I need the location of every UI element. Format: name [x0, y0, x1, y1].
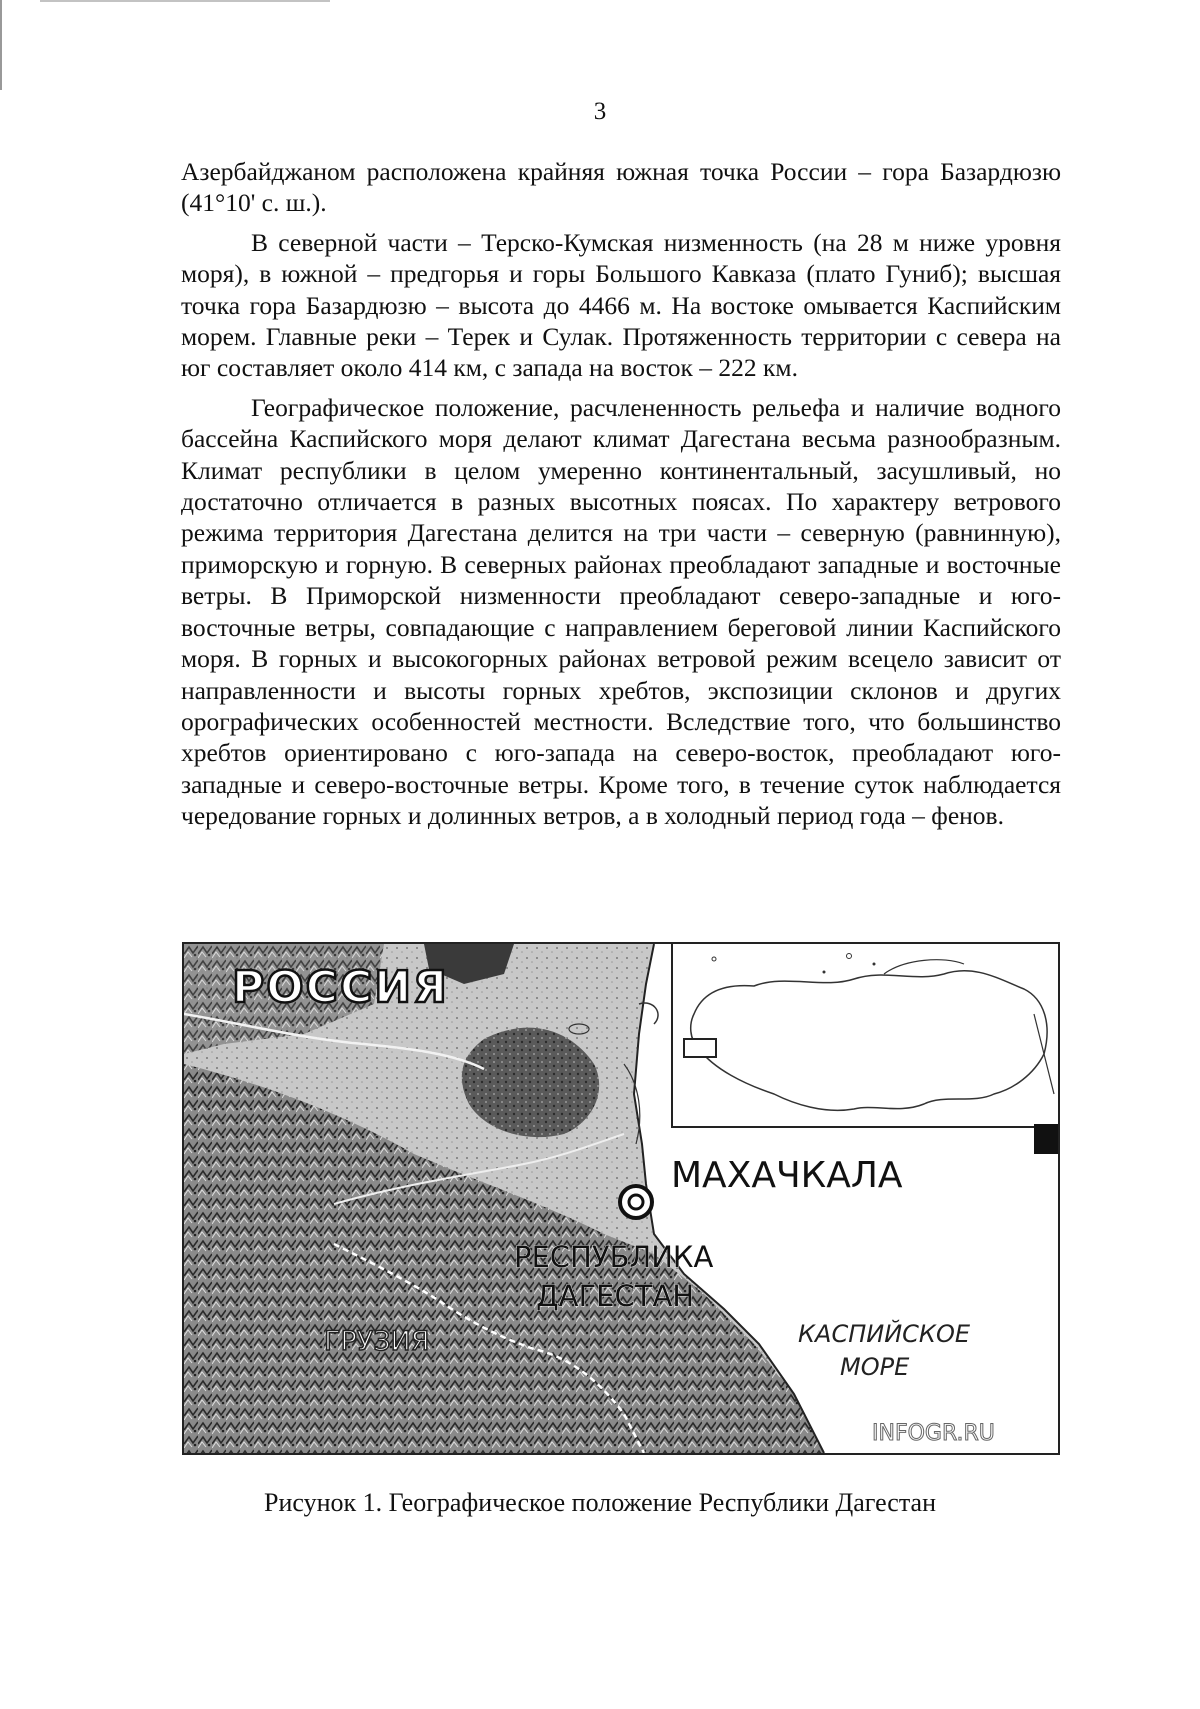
map-figure — [182, 942, 1060, 1455]
scan-edge-mark — [0, 0, 8, 90]
label-republic-line1: РЕСПУБЛИКА — [514, 1240, 714, 1274]
inset-map-frame — [672, 944, 1058, 1127]
inset-highlight — [684, 1039, 716, 1057]
label-georgia: ГРУЗИЯ — [324, 1326, 430, 1357]
paragraph-2: В северной части – Терско-Кумская низменность (на 28 м ниже уровня моря), в южной – предгорья и горы Большого Кавказа (плато Гуниб); высшая точка гора Базардюзю – высота до 4466 м. На востоке омывается Каспийским морем. Главные реки – Терек и Сулак. Протяженность территории с севера на юг составляет около 414 км, с запада на восток – 222 км. — [181, 227, 1061, 383]
page-number: 3 — [593, 98, 607, 125]
map-image — [184, 944, 1058, 1453]
paragraph-3: Географическое положение, расчлененность рельефа и наличие водного бассейна Каспийского моря делают климат Дагестана весьма разнообразным. Климат республики в целом умеренно континентальный, засушливый, но достаточно отличается в разных высотных поясах. По характеру ветрового режима территория Дагестана делится на три части – северную (равнинную), приморскую и горную. В северных районах преобладают западные и восточные ветры. В Приморской низменности преобладают северо-западные и юго-восточные ветры, совпадающие с направлением береговой линии Каспийского моря. В горных и высокогорных районах ветровой режим всецело зависит от направленности и высоты горных хребтов, экспозиции склонов и других орографических особенностей местности. Вследствие того, что большинство хребтов ориентировано с юго-запада на северо-восток, преобладают юго-западные и северо-восточные ветры. Кроме того, в течение суток наблюдается чередование горных и долинных ветров, а в холодный период года – фенов. — [181, 392, 1061, 831]
label-russia: РОССИЯ — [232, 962, 449, 1013]
label-republic-line2: ДАГЕСТАН — [536, 1279, 695, 1313]
label-sea-line1: КАСПИЙСКОЕ — [798, 1320, 971, 1348]
label-makhachkala: МАХАЧКАЛА — [671, 1155, 903, 1196]
paragraph-1: Азербайджаном расположена крайняя южная точка России – гора Базардюзю (41°10' с. ш.). — [181, 157, 1061, 218]
body-text — [181, 156, 1061, 832]
scan-top-mark — [40, 0, 330, 2]
label-sea-line2: МОРЕ — [840, 1353, 910, 1381]
figure-caption: Рисунок 1. Географическое положение Республики Дагестан — [264, 1488, 936, 1517]
city-marker — [620, 1186, 652, 1218]
watermark-infogr: INFOGR.RU — [872, 1421, 995, 1446]
